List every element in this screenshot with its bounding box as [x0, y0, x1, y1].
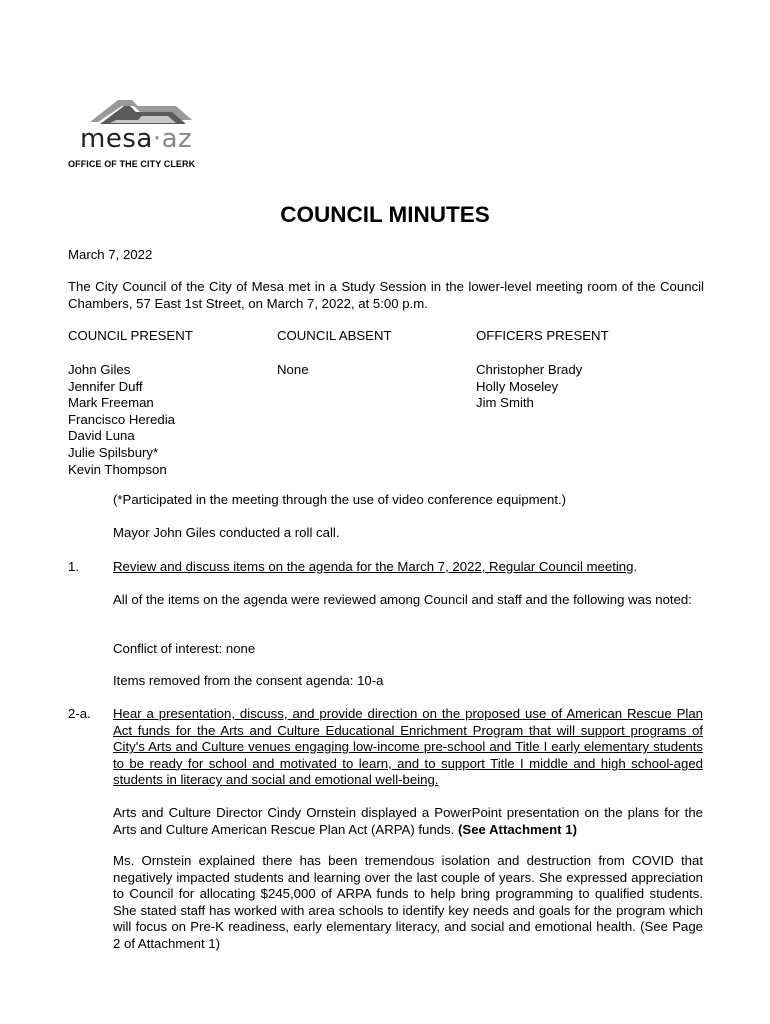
list-item: David Luna: [68, 428, 135, 444]
council-absent-heading: COUNCIL ABSENT: [277, 328, 392, 343]
items-removed: Items removed from the consent agenda: 10-a: [113, 673, 384, 688]
item-2a-paragraph-1-text: Arts and Culture Director Cindy Ornstein displayed a PowerPoint presentation on the plans for the Arts and Culture American Rescue Plan Act (ARPA) funds.: [113, 805, 703, 837]
list-item: John Giles: [68, 362, 131, 377]
council-present-heading: COUNCIL PRESENT: [68, 328, 193, 343]
item-2a-paragraph-2: Ms. Ornstein explained there has been tremendous isolation and destruction from COVID that negatively impacted students and learning over the last couple of years. She expressed appreciation to Council for allocating $245,000 of ARPA funds to help bring programming to qualified students. She stated staff has worked with area schools to identify key needs and goals for the program which will focus on Pre-K readiness, early elementary literacy, and social and emotional health. (See Page 2 of Attachment 1): [113, 853, 703, 951]
list-item: Holly Moseley: [476, 378, 559, 394]
list-item: None: [277, 362, 309, 377]
council-present-list: [68, 362, 175, 478]
list-item: Mark Freeman: [68, 395, 154, 411]
list-item: Julie Spilsbury*: [68, 444, 159, 460]
meeting-date: March 7, 2022: [68, 247, 153, 262]
attachment-reference: (See Attachment 1): [458, 821, 577, 837]
list-item: Kevin Thompson: [68, 461, 167, 477]
officers-present-list: [476, 362, 582, 412]
office-label: OFFICE OF THE CITY CLERK: [68, 159, 196, 169]
council-absent-list: [277, 362, 309, 379]
item-1-heading-period: .: [633, 559, 638, 574]
roll-call-text: Mayor John Giles conducted a roll call.: [113, 525, 340, 540]
item-1-heading: [113, 559, 703, 576]
page-title: COUNCIL MINUTES: [280, 202, 490, 227]
item-1-text: All of the items on the agenda were reviewed among Council and staff and the following was noted:: [113, 592, 692, 607]
item-1-heading-text: Review and discuss items on the agenda for the March 7, 2022, Regular Council meeting: [113, 559, 634, 574]
list-item: Christopher Brady: [476, 362, 583, 377]
list-item: Francisco Heredia: [68, 411, 176, 427]
officers-present-heading: OFFICERS PRESENT: [476, 328, 609, 343]
item-2a-heading: Hear a presentation, discuss, and provide direction on the proposed use of American Rescue Plan Act funds for the Arts and Culture Educational Enrichment Program that will support programs of City's Arts and Culture venues engaging low-income pre-school and Title I early elementary students to be ready for school and motivated to learn, and to support Title I middle and high school-aged students in literacy and social and emotional well-being.: [113, 706, 703, 787]
list-item: Jennifer Duff: [68, 378, 143, 394]
logo-wordmark: mesa·az: [80, 124, 193, 154]
item-1-number: 1.: [68, 559, 79, 574]
intro-paragraph: The City Council of the City of Mesa met in a Study Session in the lower-level meeting room of the Council Chambers, 57 East 1st Street, on March 7, 2022, at 5:00 p.m.: [68, 279, 704, 311]
video-conference-note: (*Participated in the meeting through the use of video conference equipment.): [113, 492, 567, 507]
item-2a-paragraph-1: [113, 805, 703, 838]
item-2a-number: 2-a.: [68, 706, 91, 721]
conflict-of-interest: Conflict of interest: none: [113, 641, 256, 656]
list-item: Jim Smith: [476, 395, 534, 411]
